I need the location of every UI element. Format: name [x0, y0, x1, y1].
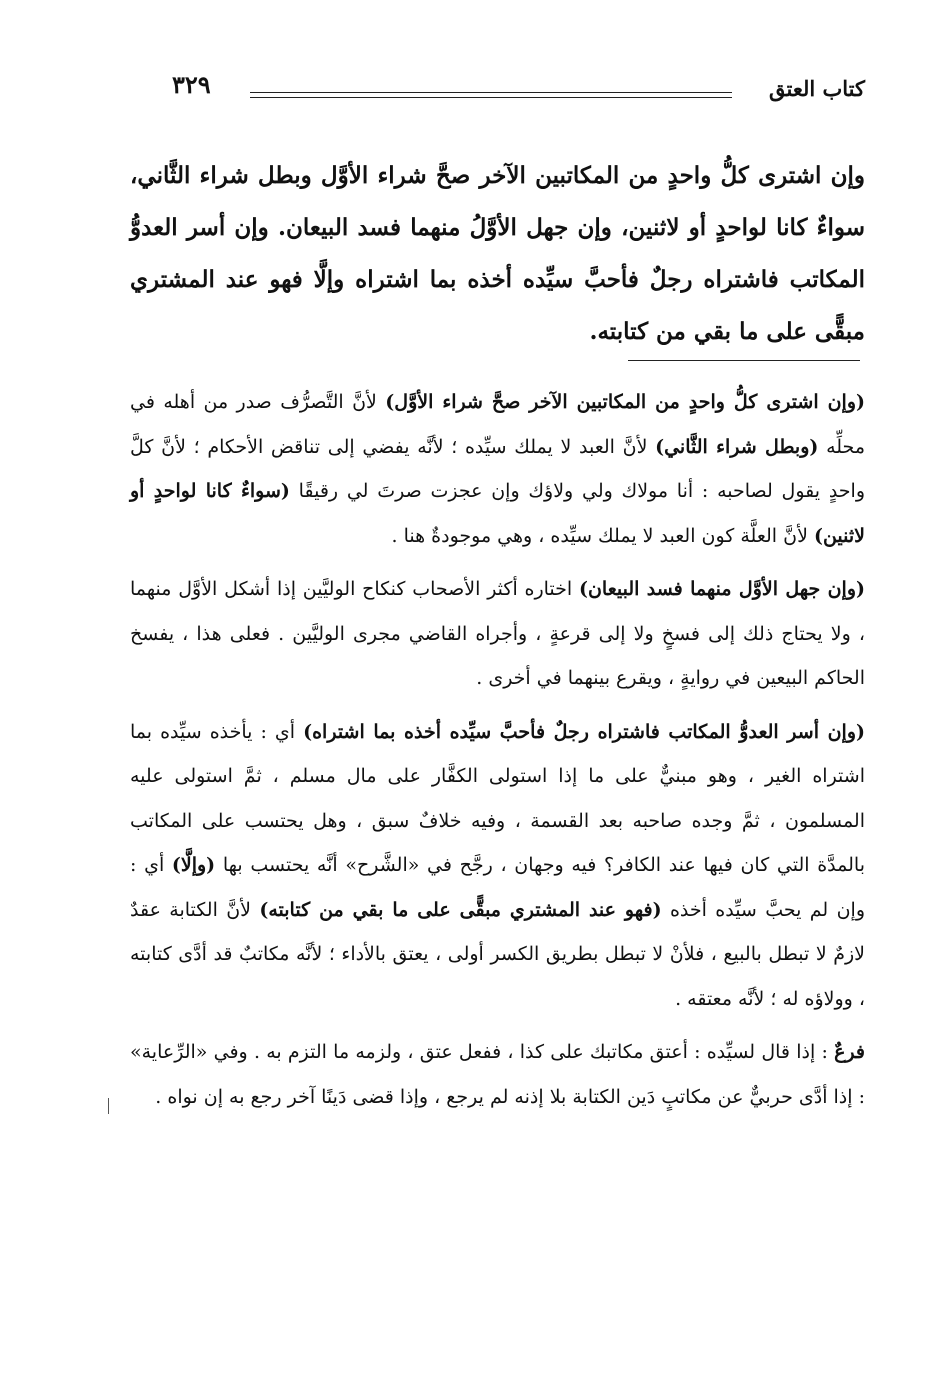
commentary-paragraph — [130, 710, 865, 1022]
commentary-paragraph — [130, 1030, 865, 1119]
commentary-text: : إذا قال لسيِّده : أعتق مكاتبك على كذا ، ففعل عتق ، ولزمه ما التزم به . وفي «الرِّعاية» : إذا أدَّى حربيٌّ عن مكاتبٍ دَين الكتابة بلا إذنه لم يرجع ، وإذا قضى دَينًا آخر رجع به إن نواه . — [130, 1041, 865, 1108]
margin-mark — [108, 1098, 109, 1114]
commentary — [130, 380, 865, 1128]
running-header-title: كتاب العتق — [768, 76, 865, 101]
commentary-paragraph — [130, 567, 865, 701]
header-rule — [250, 92, 732, 93]
page-number: ٣٢٩ — [172, 70, 211, 99]
quoted-matn: (سواءٌ كانا لواحدٍ أو لاثنين) — [130, 480, 865, 547]
subsection-heading: فرعٌ — [834, 1041, 865, 1063]
main-text: وإن اشترى كلُّ واحدٍ من المكاتبين الآخر صحَّ شراء الأوَّل وبطل شراء الثَّاني، سواءٌ كانا لواحدٍ أو لاثنين، وإن جهل الأوَّلُ منهما فسد البيعان. وإن أسر العدوُّ المكاتب فاشتراه رجلٌ فأحبَّ سيِّده أخذه بما اشتراه وإلَّا فهو عند المشتري مبقًّى على ما بقي من كتابته. — [130, 162, 865, 345]
quoted-matn: (وإن اشترى كلُّ واحدٍ من المكاتبين الآخر صحَّ شراء الأوَّل) — [385, 391, 865, 413]
commentary-text: اختاره أكثر الأصحاب كنكاح الوليَّين إذا أشكل الأوَّل منهما ، ولا يحتاج ذلك إلى فسخٍ ولا إلى قرعةٍ ، وأجراه القاضي مجرى الوليَّين . فعلى هذا ، يفسخ الحاكم البيعين في روايةٍ ، ويقرع بينهما في أخرى . — [130, 578, 865, 689]
commentary-text: لأنَّ الكتابة عقدٌ لازمٌ لا تبطل بالبيع ، فلأنْ لا تبطل بطريق الكسر أولى ، يعتق بالأداء ؛ لأنَّه مكاتبٌ قد أدَّى كتابته ، وولاؤه له ؛ لأنَّه معتقه . — [130, 898, 865, 1010]
commentary-text: لأنَّ العلَّة كون العبد لا يملك سيِّده ، وهي موجودةٌ هنا . — [391, 524, 814, 547]
quoted-matn: (وإلَّا) — [171, 854, 216, 876]
quoted-matn: (وإن جهل الأوَّل منهما فسد البيعان) — [578, 578, 865, 600]
commentary-separator — [628, 360, 860, 361]
quoted-matn: (وإن أسر العدوُّ المكاتب فاشتراه رجلٌ فأحبَّ سيِّده أخذه بما اشتراه) — [303, 720, 865, 743]
commentary-text: لأنَّ التَّصرُّف صدر من أهله في محلِّه — [130, 391, 865, 458]
commentary-paragraph — [130, 380, 865, 558]
header-rule — [250, 97, 732, 98]
commentary-text: لأنَّ العبد لا يملك سيِّده ؛ لأنَّه يفضي إلى تناقض الأحكام ؛ لأنَّ كلَّ واحدٍ يقول لصاحبه : أنا مولاك ولي ولاؤك وإن عجزت صرتَ لي رقيقًا — [130, 435, 866, 502]
commentary-text: أي : وإن لم يحبَّ سيِّده أخذه — [130, 854, 865, 921]
quoted-matn: (وبطل شراء الثَّاني) — [655, 435, 819, 458]
quoted-matn: (فهو عند المشتري مبقًّى على ما بقي من كتابته) — [259, 898, 662, 921]
commentary-text: أي : يأخذه سيِّده بما اشتراه الغير ، وهو مبنيٌّ على ما إذا استولى الكفَّار على مال مسلم ، ثمَّ استولى عليه المسلمون ، ثمَّ وجده صاحبه بعد القسمة ، وفيه خلافٌ سبق ، وهل يحتسب على المكاتب بالمدَّة التي كان فيها عند الكافر؟ فيه وجهان ، رجَّح في «الشَّرح» أنَّه يحتسب بها — [130, 720, 866, 876]
